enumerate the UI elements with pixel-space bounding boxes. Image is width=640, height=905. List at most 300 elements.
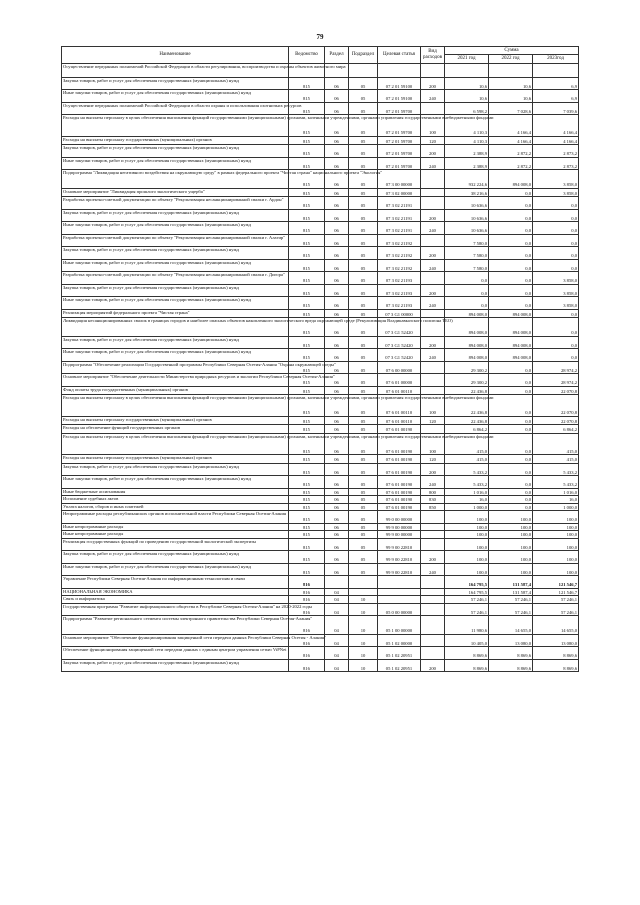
cell-2023: 0,0: [533, 309, 579, 318]
cell-name: Иные закупки товаров, работ и услуг для обеспечения государственных (муниципальных) нужд: [62, 563, 289, 576]
cell-2021: 6 864,2: [445, 425, 489, 434]
cell-2021: 8 869,6: [445, 647, 489, 660]
cell-expense-type: [421, 64, 445, 78]
cell-subsection: 05: [349, 503, 378, 511]
cell-2021: 29 300,2: [445, 361, 489, 374]
cell-2023: 100,0: [533, 563, 579, 576]
cell-target-article: 07 6 01 00190: [378, 496, 421, 504]
cell-target-article: 07 6 01 00190: [378, 463, 421, 476]
table-row: [62, 309, 579, 318]
cell-2022: 0,0: [489, 433, 533, 455]
table-row: [62, 647, 579, 660]
cell-2023: 0,0: [533, 234, 579, 247]
cell-expense-type: 100: [421, 395, 445, 417]
cell-2023: 5 433,2: [533, 463, 579, 476]
cell-subsection: 05: [349, 531, 378, 539]
cell-section: 06: [325, 476, 349, 489]
cell-subsection: 05: [349, 272, 378, 285]
cell-section: 06: [325, 309, 349, 318]
table-row: [62, 318, 579, 337]
cell-ministry: 815: [289, 361, 325, 374]
cell-name: Закупка товаров, работ и услуг для обеспечения государственных (муниципальных) нужд: [62, 145, 289, 158]
cell-target-article: 07 6 01 00110: [378, 386, 421, 395]
cell-2023: 100,0: [533, 523, 579, 531]
cell-2023: 0,0: [533, 349, 579, 362]
cell-2022: 0,0: [489, 416, 533, 425]
column-header-ministry: Ведомство: [289, 47, 325, 64]
cell-subsection: 05: [349, 188, 378, 197]
cell-subsection: 05: [349, 157, 378, 170]
cell-subsection: 05: [349, 234, 378, 247]
cell-2022: 0,0: [489, 209, 533, 222]
cell-ministry: 815: [289, 297, 325, 310]
cell-ministry: 815: [289, 538, 325, 551]
cell-2023: 13 080,0: [533, 634, 579, 647]
cell-target-article: 99 9 00 22810: [378, 538, 421, 551]
cell-2021: [445, 64, 489, 78]
cell-2022: 10,6: [489, 90, 533, 103]
cell-target-article: 07 3 02 21192: [378, 259, 421, 272]
cell-target-article: 07 2 01 59100: [378, 90, 421, 103]
cell-name: Основное мероприятие "Обеспечение деятельности Министерства природных ресурсов и экологии Республики Северная Осетия-Алания": [62, 374, 289, 387]
cell-expense-type: 240: [421, 222, 445, 235]
cell-expense-type: [421, 197, 445, 210]
cell-target-article: 07 3 00 00000: [378, 170, 421, 189]
table-row: [62, 272, 579, 285]
cell-expense-type: 200: [421, 145, 445, 158]
cell-2021: 10 636,6: [445, 197, 489, 210]
column-header-2022: 2022 год: [489, 55, 533, 64]
cell-2021: 415,0: [445, 455, 489, 464]
cell-2022: 0,0: [489, 222, 533, 235]
table-row: [62, 511, 579, 524]
column-header-2023: 2023год: [533, 55, 579, 64]
table-row: [62, 463, 579, 476]
cell-target-article: 07 2 01 59700: [378, 136, 421, 145]
cell-subsection: 05: [349, 425, 378, 434]
cell-section: 06: [325, 77, 349, 90]
cell-2022: 0,0: [489, 272, 533, 285]
cell-2022: 0,0: [489, 425, 533, 434]
cell-expense-type: 200: [421, 247, 445, 260]
cell-ministry: 815: [289, 425, 325, 434]
cell-expense-type: [421, 272, 445, 285]
table-row: [62, 374, 579, 387]
cell-2021: 894 008,0: [445, 336, 489, 349]
cell-ministry: 816: [289, 576, 325, 589]
column-header-expense-type: Вид расходов: [421, 47, 445, 64]
cell-section: 06: [325, 272, 349, 285]
cell-section: 06: [325, 523, 349, 531]
cell-ministry: 816: [289, 659, 325, 672]
cell-name: Государственная программа "Развитие информационного общества в Республике Северная Осетия-Алания" на 2020-2022 годы: [62, 603, 289, 616]
cell-2021: 164 795,5: [445, 576, 489, 589]
cell-ministry: 815: [289, 563, 325, 576]
cell-target-article: 07 2 01 59700: [378, 145, 421, 158]
cell-2023: 28 974,2: [533, 374, 579, 387]
cell-2023: 14 655,0: [533, 616, 579, 635]
cell-name: Расходы на выплаты персоналу государственных (муниципальных) органов: [62, 416, 289, 425]
table-row: [62, 145, 579, 158]
cell-2023: 415,0: [533, 455, 579, 464]
cell-section: 06: [325, 197, 349, 210]
cell-name: Разработка проектно-сметной документации по объекту "Рекультивация несанкционированной свалки г. Алагир": [62, 234, 289, 247]
column-header-sum: Сумма: [445, 47, 579, 55]
cell-target-article: 05 0 00 00000: [378, 603, 421, 616]
cell-subsection: 10: [349, 603, 378, 616]
table-row: [62, 395, 579, 417]
cell-section: 06: [325, 361, 349, 374]
cell-name: Подпрограмма "Обеспечение реализации Государственной программы Республики Северная Осетия-Алания "Охрана окружающей среды": [62, 361, 289, 374]
cell-ministry: 816: [289, 603, 325, 616]
cell-expense-type: [421, 576, 445, 589]
cell-2023: 4 166,4: [533, 115, 579, 137]
table-row: [62, 284, 579, 297]
cell-ministry: 815: [289, 197, 325, 210]
cell-name: Основное мероприятие "Ликвидация прошлого экологического ущерба": [62, 188, 289, 197]
cell-target-article: 07 6 01 00190: [378, 425, 421, 434]
cell-expense-type: 830: [421, 496, 445, 504]
cell-2021: 57 246,1: [445, 603, 489, 616]
cell-2021: 22 436,8: [445, 416, 489, 425]
cell-ministry: 816: [289, 588, 325, 596]
cell-expense-type: 240: [421, 476, 445, 489]
cell-section: 06: [325, 222, 349, 235]
cell-2023: 100,0: [533, 511, 579, 524]
cell-name: Закупка товаров, работ и услуг для обеспечения государственных (муниципальных) нужд: [62, 659, 289, 672]
cell-2021: 5 433,2: [445, 476, 489, 489]
cell-section: 04: [325, 634, 349, 647]
cell-section: 04: [325, 647, 349, 660]
cell-name: Иные закупки товаров, работ и услуг для обеспечения государственных (муниципальных) нужд: [62, 222, 289, 235]
table-row: [62, 336, 579, 349]
cell-2021: 57 246,1: [445, 596, 489, 604]
cell-section: 06: [325, 538, 349, 551]
cell-2022: 0,0: [489, 374, 533, 387]
cell-name: Осуществление переданных полномочий Российской Федерации в области охраны и использования охотничьих ресурсов: [62, 102, 289, 115]
cell-ministry: 815: [289, 463, 325, 476]
cell-ministry: 816: [289, 647, 325, 660]
cell-subsection: 05: [349, 374, 378, 387]
cell-section: 06: [325, 170, 349, 189]
cell-subsection: 05: [349, 416, 378, 425]
cell-2023: 6 864,2: [533, 425, 579, 434]
cell-expense-type: 100: [421, 433, 445, 455]
cell-2023: 121 546,7: [533, 588, 579, 596]
cell-2022: 894 008,0: [489, 170, 533, 189]
cell-section: 06: [325, 297, 349, 310]
table-row: [62, 503, 579, 511]
cell-ministry: 815: [289, 488, 325, 496]
cell-2021: 100,0: [445, 563, 489, 576]
cell-expense-type: [421, 102, 445, 115]
cell-section: 06: [325, 488, 349, 496]
cell-name: Фонд оплаты труда государственных (муниципальных) органов: [62, 386, 289, 395]
cell-expense-type: 240: [421, 297, 445, 310]
cell-expense-type: [421, 170, 445, 189]
cell-2023: 100,0: [533, 551, 579, 564]
cell-subsection: 05: [349, 259, 378, 272]
cell-ministry: 815: [289, 247, 325, 260]
cell-name: Иные закупки товаров, работ и услуг для обеспечения государственных (муниципальных) нужд: [62, 349, 289, 362]
table-row: [62, 386, 579, 395]
cell-target-article: 07 6 01 00110: [378, 416, 421, 425]
cell-name: Закупка товаров, работ и услуг для обеспечения государственных (муниципальных) нужд: [62, 77, 289, 90]
table-row: [62, 297, 579, 310]
cell-2021: 16,0: [445, 496, 489, 504]
cell-target-article: 07 3 02 21193: [378, 284, 421, 297]
cell-target-article: [378, 576, 421, 589]
cell-2021: 100,0: [445, 551, 489, 564]
cell-target-article: 07 3 G1 52420: [378, 336, 421, 349]
cell-expense-type: 100: [421, 115, 445, 137]
cell-name: Иные непрограммные расходы: [62, 531, 289, 539]
table-row: [62, 77, 579, 90]
cell-ministry: 815: [289, 476, 325, 489]
cell-target-article: 07 3 G1 52420: [378, 349, 421, 362]
cell-2023: 3 858,0: [533, 284, 579, 297]
cell-target-article: 05 1 02 20951: [378, 659, 421, 672]
cell-expense-type: [421, 425, 445, 434]
cell-2022: 4 166,4: [489, 136, 533, 145]
cell-name: Обеспечение функционирования защищенной сети передачи данных с единым центром управления сетью ViPNet: [62, 647, 289, 660]
cell-ministry: 815: [289, 511, 325, 524]
cell-expense-type: 200: [421, 659, 445, 672]
cell-2023: 0,0: [533, 259, 579, 272]
column-header-target-article: Целевая статья: [378, 47, 421, 64]
cell-2023: 5 433,2: [533, 476, 579, 489]
cell-2023: 22 070,8: [533, 395, 579, 417]
cell-section: 06: [325, 247, 349, 260]
cell-expense-type: 200: [421, 463, 445, 476]
table-row: [62, 538, 579, 551]
cell-2022: 100,0: [489, 523, 533, 531]
cell-2022: 131 587,4: [489, 588, 533, 596]
cell-section: 06: [325, 563, 349, 576]
cell-subsection: 05: [349, 463, 378, 476]
cell-2022: 57 246,1: [489, 596, 533, 604]
cell-subsection: 05: [349, 455, 378, 464]
cell-ministry: 815: [289, 503, 325, 511]
cell-2022: 100,0: [489, 551, 533, 564]
cell-ministry: 815: [289, 170, 325, 189]
cell-name: Подпрограмма "Развитие регионального сегмента системы электронного правительства Республики Северная Осетия-Алания": [62, 616, 289, 635]
cell-expense-type: 200: [421, 209, 445, 222]
cell-ministry: 815: [289, 395, 325, 417]
cell-2021: 894 008,0: [445, 309, 489, 318]
cell-2023: 121 546,7: [533, 576, 579, 589]
cell-subsection: 05: [349, 284, 378, 297]
cell-name: Связь и информатика: [62, 596, 289, 604]
cell-2021: 22 436,8: [445, 395, 489, 417]
cell-expense-type: 850: [421, 503, 445, 511]
cell-2021: 6 598,2: [445, 102, 489, 115]
cell-section: 04: [325, 603, 349, 616]
cell-expense-type: [421, 361, 445, 374]
cell-2023: 22 070,8: [533, 386, 579, 395]
cell-2022: 0,0: [489, 395, 533, 417]
cell-subsection: 05: [349, 145, 378, 158]
cell-name: Иные закупки товаров, работ и услуг для обеспечения государственных (муниципальных) нужд: [62, 157, 289, 170]
cell-2023: 57 246,1: [533, 603, 579, 616]
cell-subsection: 05: [349, 538, 378, 551]
table-row: [62, 616, 579, 635]
cell-name: Расходы на выплаты персоналу государственных (муниципальных) органов: [62, 136, 289, 145]
cell-2022: 894 008,0: [489, 336, 533, 349]
cell-expense-type: 240: [421, 349, 445, 362]
cell-section: 06: [325, 188, 349, 197]
cell-name: Иные закупки товаров, работ и услуг для обеспечения государственных (муниципальных) нужд: [62, 90, 289, 103]
cell-2022: 0,0: [489, 247, 533, 260]
cell-expense-type: [421, 588, 445, 596]
cell-ministry: 815: [289, 318, 325, 337]
cell-2023: 28 974,2: [533, 361, 579, 374]
cell-2022: 100,0: [489, 531, 533, 539]
cell-2021: 7 580,0: [445, 259, 489, 272]
table-row: [62, 603, 579, 616]
cell-section: 04: [325, 588, 349, 596]
cell-section: [325, 576, 349, 589]
cell-target-article: 07 6 01 00190: [378, 488, 421, 496]
cell-name: Закупка товаров, работ и услуг для обеспечения государственных (муниципальных) нужд: [62, 551, 289, 564]
cell-target-article: 07 2 01 59100: [378, 77, 421, 90]
cell-2021: 10,6: [445, 77, 489, 90]
cell-section: 06: [325, 145, 349, 158]
cell-section: 06: [325, 433, 349, 455]
cell-name: Основное мероприятие "Обеспечение функционирования защищенной сети передачи данных Республики Северная Осетия - Алания": [62, 634, 289, 647]
cell-name: Реализация государственных функций по проведению государственной экологической экспертизы: [62, 538, 289, 551]
cell-2022: 0,0: [489, 297, 533, 310]
cell-target-article: 99 9 00 00000: [378, 531, 421, 539]
cell-2022: 0,0: [489, 488, 533, 496]
cell-2021: 2 388,9: [445, 157, 489, 170]
cell-subsection: 10: [349, 634, 378, 647]
cell-name: Закупка товаров, работ и услуг для обеспечения государственных (муниципальных) нужд: [62, 336, 289, 349]
table-row: [62, 416, 579, 425]
table-row: [62, 64, 579, 78]
cell-2023: 100,0: [533, 531, 579, 539]
cell-subsection: 05: [349, 336, 378, 349]
cell-target-article: 07 3 02 21191: [378, 209, 421, 222]
cell-ministry: 815: [289, 551, 325, 564]
cell-section: 06: [325, 349, 349, 362]
table-row: [62, 576, 579, 589]
cell-2022: 0,0: [489, 496, 533, 504]
cell-target-article: 99 9 00 22810: [378, 551, 421, 564]
cell-2022: 0,0: [489, 455, 533, 464]
cell-2023: 0,0: [533, 222, 579, 235]
cell-2021: 7 580,0: [445, 234, 489, 247]
cell-expense-type: [421, 538, 445, 551]
column-header-name: Наименование: [62, 47, 289, 64]
cell-ministry: 815: [289, 416, 325, 425]
cell-subsection: 05: [349, 361, 378, 374]
cell-section: 06: [325, 386, 349, 395]
cell-ministry: 815: [289, 284, 325, 297]
cell-2022: 0,0: [489, 386, 533, 395]
table-row: [62, 136, 579, 145]
cell-2023: 8 869,6: [533, 659, 579, 672]
cell-ministry: 815: [289, 433, 325, 455]
cell-name: Управление Республики Северная Осетия-Алания по информационным технологиям и связи: [62, 576, 289, 589]
cell-ministry: 815: [289, 386, 325, 395]
cell-subsection: [349, 576, 378, 589]
cell-expense-type: 120: [421, 136, 445, 145]
cell-2023: [533, 64, 579, 78]
cell-subsection: 05: [349, 222, 378, 235]
cell-expense-type: [421, 531, 445, 539]
cell-2022: 0,0: [489, 197, 533, 210]
cell-subsection: 05: [349, 170, 378, 189]
cell-section: 06: [325, 455, 349, 464]
cell-subsection: 05: [349, 309, 378, 318]
table-row: [62, 361, 579, 374]
cell-section: 06: [325, 259, 349, 272]
cell-2022: 0,0: [489, 284, 533, 297]
cell-2021: 0,0: [445, 297, 489, 310]
cell-target-article: [378, 64, 421, 78]
table-header: [62, 47, 579, 64]
table-row: [62, 634, 579, 647]
cell-ministry: 816: [289, 634, 325, 647]
table-row: [62, 433, 579, 455]
cell-subsection: 05: [349, 90, 378, 103]
cell-name: Реализация мероприятий федерального проекта "Чистая страна": [62, 309, 289, 318]
cell-2021: 100,0: [445, 511, 489, 524]
cell-2021: 10 405,0: [445, 634, 489, 647]
cell-ministry: 815: [289, 374, 325, 387]
cell-target-article: 07 3 02 21193: [378, 297, 421, 310]
cell-section: 06: [325, 496, 349, 504]
cell-ministry: 815: [289, 259, 325, 272]
cell-2021: 0,0: [445, 272, 489, 285]
cell-ministry: 815: [289, 90, 325, 103]
cell-subsection: 10: [349, 647, 378, 660]
cell-subsection: 05: [349, 551, 378, 564]
cell-subsection: 05: [349, 297, 378, 310]
cell-name: Иные закупки товаров, работ и услуг для обеспечения государственных (муниципальных) нужд: [62, 259, 289, 272]
table-row: [62, 234, 579, 247]
cell-section: 04: [325, 596, 349, 604]
cell-target-article: 07 6 01 00190: [378, 503, 421, 511]
cell-2023: 6,9: [533, 90, 579, 103]
cell-target-article: 07 3 G1 52420: [378, 318, 421, 337]
cell-name: Ликвидация несанкционированных свалок в границах городов и наиболее опасных объектов накопленного экологического вреда окружающей среде (Рекультивация Владикавказского полигона ТБО): [62, 318, 289, 337]
cell-expense-type: [421, 596, 445, 604]
cell-name: Иные закупки товаров, работ и услуг для обеспечения государственных (муниципальных) нужд: [62, 476, 289, 489]
cell-2023: 3 858,0: [533, 188, 579, 197]
cell-ministry: 815: [289, 523, 325, 531]
cell-name: Иные непрограммные расходы: [62, 523, 289, 531]
cell-2021: 164 795,5: [445, 588, 489, 596]
cell-target-article: 07 6 01 00190: [378, 433, 421, 455]
page-number: 79: [316, 33, 324, 41]
cell-2023: 1 016,0: [533, 488, 579, 496]
cell-2023: 57 246,1: [533, 596, 579, 604]
cell-target-article: 07 2 01 59700: [378, 102, 421, 115]
table-row: [62, 197, 579, 210]
cell-ministry: 815: [289, 349, 325, 362]
cell-section: 06: [325, 284, 349, 297]
cell-2021: 38 216,6: [445, 188, 489, 197]
cell-section: 06: [325, 318, 349, 337]
cell-section: 06: [325, 336, 349, 349]
cell-expense-type: [421, 634, 445, 647]
cell-subsection: 05: [349, 523, 378, 531]
cell-subsection: [349, 64, 378, 78]
cell-expense-type: [421, 234, 445, 247]
cell-2022: 100,0: [489, 511, 533, 524]
